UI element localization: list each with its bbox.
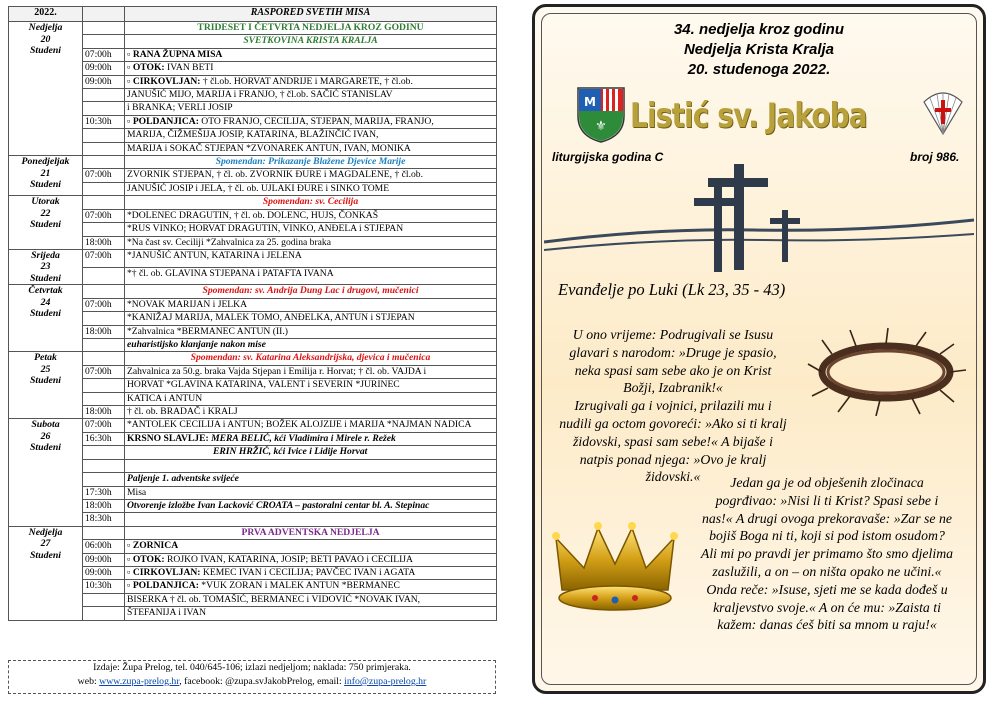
- feast-label: Spomendan: Prikazanje Blažene Djevice Marije: [125, 156, 497, 169]
- gospel-line: židovski.«: [645, 469, 701, 485]
- time-cell-empty: [83, 223, 125, 236]
- mass-time: 18:00h: [83, 236, 125, 249]
- mass-time: 18:00h: [83, 406, 125, 419]
- day-label-line: Studeni: [29, 375, 62, 387]
- feast-label: Spomendan: sv. Katarina Aleksandrijska, djevica i mučenica: [125, 352, 497, 365]
- intention-line: ▫ OTOK: IVAN BETI: [125, 62, 497, 75]
- footer-contact-line: web: www.zupa-prelog.hr, facebook: @zupa.svJakobPrelog, email: info@zupa-prelog.hr: [77, 676, 427, 687]
- mass-time: 07:00h: [83, 48, 125, 61]
- day-label-line: Srijeda: [31, 249, 60, 261]
- mass-time: 10:30h: [83, 115, 125, 128]
- gospel-line: neka spasi sam sebe ako je on Krist: [574, 362, 772, 378]
- intention-line: Paljenje 1. adventske svijeće: [125, 473, 497, 486]
- day-label-line: Četvrtak: [28, 285, 63, 297]
- day-label-line: Studeni: [29, 308, 62, 320]
- schedule-row: [9, 267, 497, 285]
- schedule-row: [9, 249, 497, 267]
- day-label-line: Petak: [34, 352, 57, 364]
- intention-line: *JANUŠIĆ ANTUN, KATARINA i JELENA: [125, 249, 497, 267]
- schedule-row: [9, 446, 497, 459]
- gospel-line: Izrugivali ga i vojnici, prilazili mu i: [574, 398, 772, 414]
- gospel-line: kažem: danas ćeš biti sa mnom u raju!«: [717, 617, 937, 633]
- mass-time: 07:00h: [83, 298, 125, 311]
- gospel-line: Božji, Izabranik!«: [623, 380, 723, 396]
- schedule-row: [9, 312, 497, 325]
- intention-line: [125, 513, 497, 526]
- schedule-row: [9, 62, 497, 75]
- mass-time: 07:00h: [83, 419, 125, 432]
- schedule-row: [9, 365, 497, 378]
- mass-time: 07:00h: [83, 169, 125, 182]
- schedule-row: [9, 352, 497, 365]
- schedule-row: [9, 406, 497, 419]
- schedule-row: [9, 607, 497, 620]
- intention-line: KATICA i ANTUN: [125, 392, 497, 405]
- day-label-line: 23: [40, 261, 51, 273]
- feast-label: PRVA ADVENTSKA NEDJELJA: [125, 526, 497, 539]
- schedule-row: [9, 89, 497, 102]
- day-label: [9, 196, 83, 250]
- gospel-line: U ono vrijeme: Podrugivali se Isusu: [572, 327, 774, 342]
- intention-line: BISERKA † čl. ob. TOMAŠIĆ, BERMANEC i VIDOVIĆ *NOVAK IVAN,: [125, 593, 497, 606]
- gospel-line: Onda reče: »Isuse, sjeti me se kada dođeš u: [706, 581, 948, 597]
- mass-time: 06:00h: [83, 540, 125, 553]
- intention-line: Misa: [125, 486, 497, 499]
- gospel-line: zaslužili, a on – on ništa opako ne učini.«: [712, 563, 942, 579]
- schedule-row: [9, 473, 497, 486]
- cover-page: [532, 4, 986, 694]
- intention-line: JANUŠIĆ MIJO, MARIJA i FRANJO, † čl.ob. SAČIĆ STANISLAV: [125, 89, 497, 102]
- website-link[interactable]: www.zupa-prelog.hr: [99, 676, 180, 687]
- intention-line: ZVORNIK STJEPAN, † čl. ob. ZVORNIK ĐURE i MAGDALENE, † čl.ob.: [125, 169, 497, 182]
- intention-line: JANUŠIĆ JOSIP i JELA, † čl. ob. UJLAKI ĐURE i SINKO TOME: [125, 182, 497, 195]
- day-label-line: Nedjelja: [28, 22, 63, 33]
- schedule-row: [9, 142, 497, 155]
- three-crosses-icon: [544, 164, 974, 274]
- gospel-line: Jedan ga je od obješenih zločinaca: [730, 475, 924, 490]
- schedule-row: [9, 209, 497, 222]
- gospel-line: nas!« A drugi ovoga prekoravaše: »Zar se ne: [702, 510, 952, 526]
- time-cell-empty: [83, 142, 125, 155]
- day-label: [9, 285, 83, 352]
- time-cell-empty: [83, 593, 125, 606]
- schedule-row: [9, 499, 497, 512]
- time-cell-empty: [83, 35, 125, 48]
- day-label-line: 26: [40, 430, 51, 442]
- time-cell-empty: [83, 22, 125, 35]
- cover-title: 34. nedjelja kroz godinu Nedjelja Krista Kralja 20. studenoga 2022.: [673, 21, 845, 78]
- intention-line: ▫ OTOK: ROJKO IVAN, KATARINA, JOSIP; BETI PAVAO i CECILIJA: [125, 553, 497, 566]
- day-label-line: 27: [40, 538, 51, 550]
- schedule-row: [9, 392, 497, 405]
- schedule-row: [9, 236, 497, 249]
- intention-line: ERIN HRŽIĆ, kći Ivice i Lidije Horvat: [125, 446, 497, 459]
- publisher-footer: [8, 660, 496, 694]
- day-label: [9, 352, 83, 419]
- mass-time: 09:00h: [83, 553, 125, 566]
- day-label-line: Ponedjeljak: [21, 156, 70, 168]
- intention-line: *Zahvalnica *BERMANEC ANTUN (II.): [125, 325, 497, 338]
- time-cell-empty: [83, 446, 125, 459]
- intention-line: ŠTEFANIJA i IVAN: [125, 607, 497, 620]
- intention-line: [125, 459, 497, 472]
- intention-line: MARIJA i SOKAČ STJEPAN *ZVONAREK ANTUN, IVAN, MONIKA: [125, 142, 497, 155]
- day-label-line: 25: [40, 363, 51, 375]
- intention-line: ▫ RANA ŽUPNA MISA: [125, 48, 497, 61]
- day-label-line: Studeni: [29, 442, 62, 454]
- email-link[interactable]: info@zupa-prelog.hr: [344, 676, 427, 687]
- time-cell-empty: [83, 129, 125, 142]
- schedule-row: [9, 115, 497, 128]
- day-label-line: Utorak: [31, 196, 60, 208]
- schedule-row: [9, 540, 497, 553]
- crown-of-thorns-icon: [802, 326, 970, 416]
- bulletin-logo-text: Listić sv. Jakoba: [630, 96, 867, 136]
- day-label-line: Studeni: [29, 45, 62, 56]
- mass-time: 17:30h: [83, 486, 125, 499]
- gospel-line: natpis ponad njega: »Ovo je kralj: [579, 451, 767, 467]
- svg-text:M: M: [584, 95, 596, 109]
- day-label: [9, 249, 83, 285]
- mass-time: 09:00h: [83, 75, 125, 88]
- schedule-row: [9, 22, 497, 35]
- day-label: [9, 156, 83, 196]
- schedule-row: [9, 285, 497, 298]
- schedule-row: [9, 486, 497, 499]
- schedule-row: [9, 526, 497, 539]
- intention-line: *† čl. ob. GLAVINA STJEPANA i PATAFTA IVANA: [125, 267, 497, 285]
- gospel-line: glavari s narodom: »Druge je spasio,: [569, 344, 777, 360]
- gospel-line: bojiš Boga ni ti, koji si pod istom osudom?: [709, 528, 945, 544]
- mass-time: 10:30h: [83, 580, 125, 593]
- schedule-row: [9, 169, 497, 182]
- schedule-year: 2022.: [9, 7, 83, 22]
- intention-line: euharistijsko klanjanje nakon mise: [125, 339, 497, 352]
- time-cell-empty: [83, 182, 125, 195]
- intention-line: HORVAT *GLAVINA KATARINA, VALENT i SEVERIN *JURINEC: [125, 379, 497, 392]
- intention-line: *NOVAK MARIJAN i JELKA: [125, 298, 497, 311]
- gospel-text-block-2: [682, 474, 972, 634]
- intention-line: ▫ CIRKOVLJAN: KEMEC IVAN i CECILIJA; PAVČEC IVAN i AGATA: [125, 566, 497, 579]
- schedule-row: [9, 129, 497, 142]
- parish-coat-of-arms-icon: [576, 86, 626, 144]
- intention-line: *RUS VINKO; HORVAT DRAGUTIN, VINKO, ANĐELA i STJEPAN: [125, 223, 497, 236]
- mass-time: 07:00h: [83, 365, 125, 378]
- schedule-row: [9, 432, 497, 445]
- feast-label: SVETKOVINA KRISTA KRALJA: [125, 35, 497, 48]
- schedule-row: [9, 223, 497, 236]
- issue-number: broj 986.: [910, 150, 960, 164]
- schedule-row: [9, 580, 497, 593]
- intention-line: ▫ CIRKOVLJAN: † čl.ob. HORVAT ANDRIJE i MARGARETE, † čl.ob.: [125, 75, 497, 88]
- schedule-header-row: [9, 7, 497, 22]
- gospel-line: kraljevstvo svoje.« A on će mu: »Zaista ti: [713, 599, 941, 615]
- schedule-title: RASPORED SVETIH MISA: [125, 7, 497, 22]
- time-cell-empty: [83, 459, 125, 472]
- intention-line: *ANTOLEK CECILIJA i ANTUN; BOŽEK ALOJZIJE i MARIJA *NAJMAN NADICA: [125, 419, 497, 432]
- mass-time: 18:00h: [83, 325, 125, 338]
- svg-text:⚜: ⚜: [595, 119, 607, 134]
- intention-line: *KANIŽAJ MARIJA, MALEK TOMO, ANĐELKA, ANTUN i STJEPAN: [125, 312, 497, 325]
- schedule-row: [9, 298, 497, 311]
- schedule-row: [9, 102, 497, 115]
- left-page: [8, 6, 496, 696]
- schedule-row: [9, 35, 497, 48]
- intention-line: ▫ ZORNICA: [125, 540, 497, 553]
- schedule-row: [9, 593, 497, 606]
- schedule-row: [9, 196, 497, 209]
- time-cell-empty: [83, 102, 125, 115]
- schedule-row: [9, 182, 497, 195]
- day-label-line: 22: [40, 207, 51, 219]
- day-label-line: Subota: [31, 419, 60, 431]
- schedule-row: [9, 419, 497, 432]
- gospel-line: nudili ga octom govoreći: »Ako si ti kralj: [559, 415, 787, 431]
- time-cell-empty: [83, 473, 125, 486]
- time-cell-empty: [83, 196, 125, 209]
- gospel-line: pogrđivao: »Nisi li ti Krist? Spasi sebe i: [715, 492, 939, 508]
- schedule-row: [9, 339, 497, 352]
- day-label-line: 21: [40, 167, 51, 179]
- day-label-line: Studeni: [29, 272, 62, 284]
- schedule-row: [9, 75, 497, 88]
- mass-time: 09:00h: [83, 62, 125, 75]
- day-label-line: 20: [40, 33, 51, 45]
- intention-line: KRSNO SLAVLJE: MERA BELIĆ, kći Vladimira i Mirele r. Režek: [125, 432, 497, 445]
- schedule-row: [9, 513, 497, 526]
- mass-schedule-table: [8, 6, 497, 621]
- liturgical-year: liturgijska godina C: [552, 150, 664, 164]
- scallop-shell-cross-icon: [920, 88, 966, 138]
- feast-label: Spomendan: sv. Andrija Dung Lac i drugovi, mučenici: [125, 285, 497, 298]
- day-label-line: Studeni: [29, 179, 62, 191]
- day-label-line: Studeni: [29, 219, 62, 231]
- time-cell-empty: [83, 352, 125, 365]
- gospel-reference: Evanđelje po Luki (Lk 23, 35 - 43): [558, 280, 786, 299]
- intention-line: ▫ POLDANJICA: OTO FRANJO, CECILIJA, STJEPAN, MARIJA, FRANJO,: [125, 115, 497, 128]
- mass-time: 18:00h: [83, 499, 125, 512]
- schedule-row: [9, 553, 497, 566]
- time-cell-empty: [83, 339, 125, 352]
- gospel-line: Ali mi po pravdi jer primamo što smo djelima: [700, 546, 954, 562]
- schedule-row: [9, 379, 497, 392]
- schedule-row: [9, 566, 497, 579]
- intention-line: *DOLENEC DRAGUTIN, † čl. ob. DOLENC, HUJS, ČONKAŠ: [125, 209, 497, 222]
- intention-line: MARIJA, ČIŽMEŠIJA JOSIP, KATARINA, BLAŽINČIĆ IVAN,: [125, 129, 497, 142]
- schedule-row: [9, 156, 497, 169]
- day-label-line: Studeni: [29, 549, 62, 561]
- mass-time: 09:00h: [83, 566, 125, 579]
- day-label: [9, 419, 83, 526]
- time-cell-empty: [83, 379, 125, 392]
- time-cell-empty: [83, 526, 125, 539]
- mass-time: 16:30h: [83, 432, 125, 445]
- day-label-line: 24: [40, 296, 51, 308]
- feast-label: Spomendan: sv. Cecilija: [125, 196, 497, 209]
- mass-time: 07:00h: [83, 249, 125, 267]
- time-cell-empty: [83, 607, 125, 620]
- intention-line: i BRANKA; VERLI JOSIP: [125, 102, 497, 115]
- time-cell-empty: [83, 267, 125, 285]
- intention-line: *Na čast sv. Ceciliji *Zahvalnica za 25. godina braka: [125, 236, 497, 249]
- time-cell-empty: [83, 312, 125, 325]
- mass-time: 18:30h: [83, 513, 125, 526]
- footer-publisher-line: Izdaje: Župa Prelog, tel. 040/645-106; izlazi nedjeljom; naklada: 750 primjeraka.: [93, 662, 411, 673]
- feast-label: TRIDESET I ČETVRTA NEDJELJA KROZ GODINU: [125, 22, 497, 35]
- gospel-text-block-1: [542, 326, 804, 486]
- time-cell-empty: [83, 156, 125, 169]
- gospel-line: židovski, spasi sam sebe!« A bijaše i: [573, 433, 773, 449]
- schedule-row: [9, 325, 497, 338]
- golden-crown-icon: [550, 518, 680, 618]
- time-cell-empty: [83, 285, 125, 298]
- day-label: [9, 22, 83, 156]
- intention-line: Zahvalnica za 50.g. braka Vajda Stjepan i Emilija r. Horvat; † čl. ob. VAJDA i: [125, 365, 497, 378]
- schedule-row: [9, 48, 497, 61]
- day-label-line: Nedjelja: [28, 526, 63, 538]
- day-label: [9, 526, 83, 620]
- time-cell-empty: [83, 89, 125, 102]
- mass-time: 07:00h: [83, 209, 125, 222]
- intention-line: ▫ POLDANJICA: *VUK ZORAN i MALEK ANTUN *BERMANEC: [125, 580, 497, 593]
- intention-line: † čl. ob. BRADAČ i KRALJ: [125, 406, 497, 419]
- schedule-row: [9, 459, 497, 472]
- intention-line: Otvorenje izložbe Ivan Lacković CROATA – pastoralni centar bl. A. Stepinac: [125, 499, 497, 512]
- time-cell-empty: [83, 392, 125, 405]
